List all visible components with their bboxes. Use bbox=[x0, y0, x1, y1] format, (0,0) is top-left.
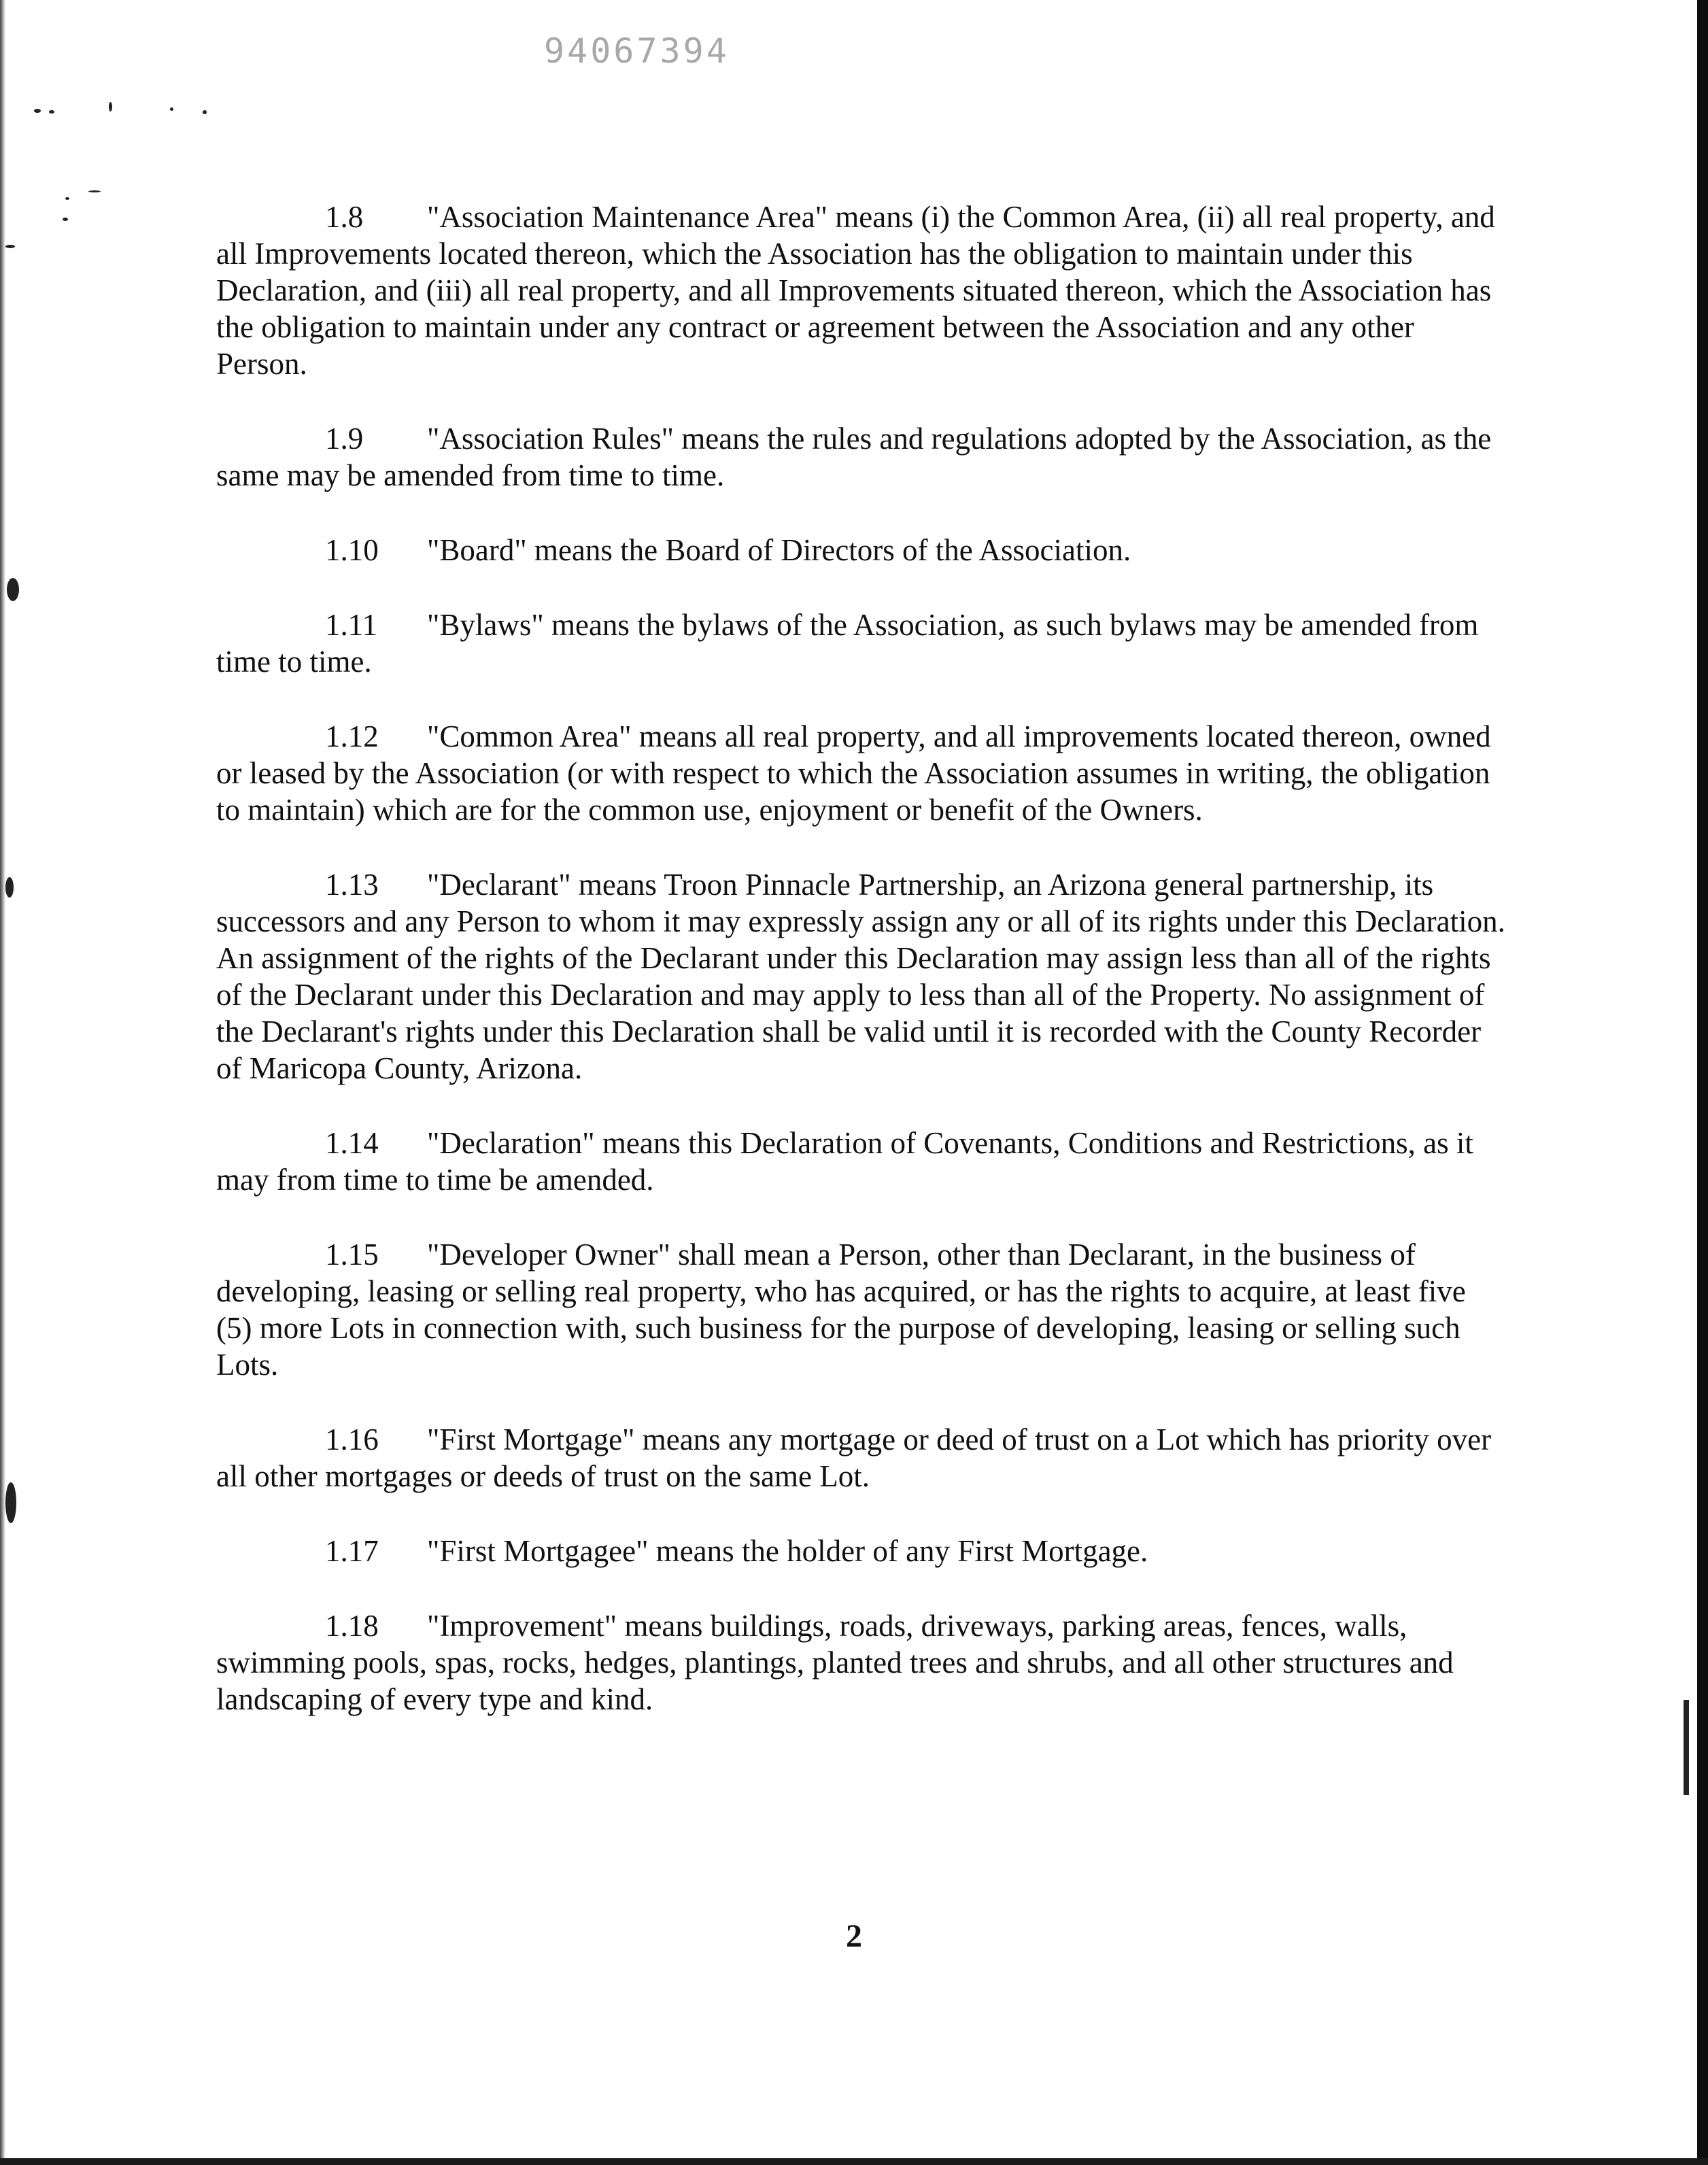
definition-paragraph bbox=[216, 866, 1508, 1087]
definition-paragraph bbox=[216, 1125, 1508, 1198]
definition-paragraph bbox=[216, 199, 1508, 382]
scan-edge-bottom bbox=[0, 2158, 1708, 2165]
definition-paragraph bbox=[216, 532, 1508, 568]
definition-text: "Board" means the Board of Directors of the Association. bbox=[427, 533, 1131, 567]
scan-speck bbox=[65, 197, 69, 200]
section-number: 1.15 bbox=[325, 1238, 379, 1272]
scan-speck bbox=[1684, 1700, 1689, 1795]
definition-text: "Developer Owner" shall mean a Person, other than Declarant, in the business of developing, leasing or selling real property, who has acquired, or has the rights to acquire, at least five (5) more Lots in connection with, such business for the purpose of developing, leasing or selling such Lots. bbox=[216, 1238, 1466, 1382]
document-number: 94067394 bbox=[544, 31, 730, 71]
scan-speck bbox=[34, 109, 41, 113]
scan-speck bbox=[49, 110, 54, 114]
definition-paragraph bbox=[216, 1607, 1508, 1718]
section-number: 1.18 bbox=[325, 1609, 379, 1643]
definition-text: "Common Area" means all real property, and all improvements located thereon, owned or leased by the Association (or with respect to which the Association assumes in writing, the obligation to maintain) which are for the common use, enjoyment or benefit of the Owners. bbox=[216, 719, 1491, 827]
definition-paragraph bbox=[216, 1421, 1508, 1495]
scan-speck bbox=[203, 110, 207, 114]
scan-speck bbox=[170, 107, 173, 111]
definition-text: "Declarant" means Troon Pinnacle Partnership, an Arizona general partnership, its successors and any Person to whom it may expressly assign any or all of its rights under this Declaration. An assignment of the rights of the Declarant under this Declaration may assign less than all of the rights of the Declarant under this Declaration and may apply to less than all of the Property. No assignment of the Declarant's rights under this Declaration shall be valid until it is recorded with the County Recorder of Maricopa County, Arizona. bbox=[216, 868, 1505, 1085]
section-number: 1.11 bbox=[325, 608, 378, 642]
definition-text: "Declaration" means this Declaration of Covenants, Conditions and Restrictions, as it may from time to time be amended. bbox=[216, 1126, 1473, 1197]
definition-text: "Bylaws" means the bylaws of the Association, as such bylaws may be amended from time to time. bbox=[216, 608, 1479, 679]
definition-paragraph bbox=[216, 1533, 1508, 1569]
scan-speck bbox=[88, 190, 101, 192]
definition-paragraph bbox=[216, 607, 1508, 680]
scan-speck bbox=[109, 102, 112, 112]
scan-edge-right bbox=[1697, 0, 1708, 2165]
definition-text: "First Mortgagee" means the holder of any First Mortgage. bbox=[427, 1534, 1148, 1568]
section-number: 1.13 bbox=[325, 868, 379, 902]
section-number: 1.17 bbox=[325, 1534, 379, 1568]
scan-speck bbox=[63, 218, 68, 221]
definition-text: "First Mortgage" means any mortgage or deed of trust on a Lot which has priority over all other mortgages or deeds of trust on the same Lot. bbox=[216, 1422, 1492, 1493]
definition-paragraph bbox=[216, 420, 1508, 494]
scan-speck bbox=[7, 578, 19, 601]
section-number: 1.10 bbox=[325, 533, 379, 567]
document-body bbox=[216, 199, 1508, 1756]
scan-speck bbox=[5, 1482, 16, 1523]
scan-speck bbox=[5, 877, 14, 898]
section-number: 1.14 bbox=[325, 1126, 379, 1160]
definition-paragraph bbox=[216, 718, 1508, 828]
section-number: 1.12 bbox=[325, 719, 379, 753]
section-number: 1.16 bbox=[325, 1422, 379, 1456]
scan-edge-left bbox=[0, 0, 5, 2165]
scan-speck bbox=[5, 245, 15, 248]
page-number: 2 bbox=[846, 1918, 862, 1954]
definition-text: "Improvement" means buildings, roads, driveways, parking areas, fences, walls, swimming pools, spas, rocks, hedges, plantings, planted trees and shrubs, and all other structures and landscaping of every type and kind. bbox=[216, 1609, 1454, 1716]
section-number: 1.9 bbox=[325, 422, 364, 456]
definition-paragraph bbox=[216, 1236, 1508, 1383]
section-number: 1.8 bbox=[325, 200, 364, 234]
definition-text: "Association Rules" means the rules and regulations adopted by the Association, as the same may be amended from time to time. bbox=[216, 422, 1492, 492]
definition-text: "Association Maintenance Area" means (i) the Common Area, (ii) all real property, and all Improvements located thereon, which the Association has the obligation to maintain under this Declaration, and (iii) all real property, and all Improvements situated thereon, which the Association has the obligation to maintain under any contract or agreement between the Association and any other Person. bbox=[216, 200, 1495, 381]
